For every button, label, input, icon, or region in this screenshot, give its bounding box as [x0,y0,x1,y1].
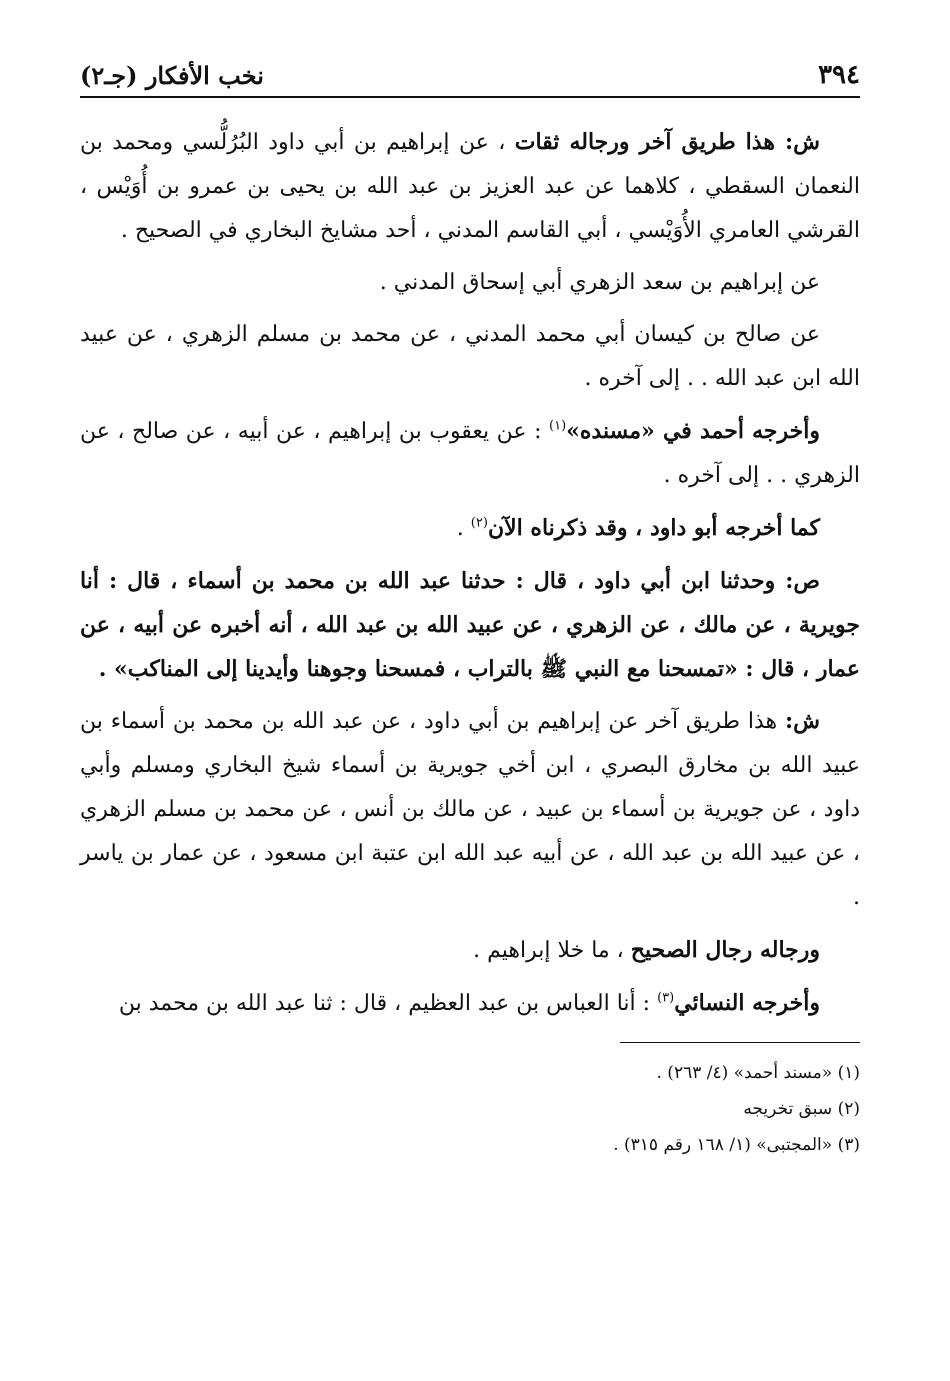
paragraph-bold-phrase: هذا طريق آخر ورجاله ثقات [514,129,786,155]
book-page [80,48,860,1348]
paragraph-lead: ورجاله رجال الصحيح [630,937,820,963]
footnote-divider [620,1042,860,1043]
paragraph-3 [80,313,860,401]
paragraph-9 [80,981,860,1026]
paragraph-lead: كما أخرجه أبو داود ، وقد ذكرناه الآن [487,515,820,541]
paragraph-text: عن إبراهيم بن سعد الزهري أبي إسحاق المدني . [379,270,820,295]
footnote-ref: (٣) [657,990,675,1006]
paragraph-lead: وأخرجه أحمد في «مسنده» [566,418,820,444]
paragraph-text: : أنا العباس بن عبد العظيم ، قال : ثنا عبد الله بن محمد بن [118,991,651,1016]
paragraph-text: هذا طريق آخر عن إبراهيم بن أبي داود ، عن عبد الله بن محمد بن أسماء بن عبيد الله بن مخارق البصري ، ابن أخي جويرية بن أسماء شيخ البخاري ومسلم وأبي داود ، عن جويرية بن أسماء بن عبيد ، عن مالك بن أنس ، عن محمد بن مسلم الزهري ، عن عبيد الله بن عبد الله ، عن أبيه عبد الله ابن عتبة ابن مسعود ، عن عمار بن ياسر . [80,709,860,910]
footnote-2: (٢) سبق تخريجه [743,1099,860,1119]
paragraph-text: ، عن إبراهيم بن أبي داود البُرُلُّسي ومحمد بن النعمان السقطي ، كلاهما عن عبد العزيز بن عبد الله بن يحيى بن عمرو بن أُوَيْس ، القرشي العامري الأُوَيْسي ، أبي القاسم المدني ، أحد مشايخ البخاري في الصحيح . [80,130,860,243]
paragraph-5 [80,506,860,551]
paragraph-text: ، ما خلا إبراهيم . [473,938,624,963]
paragraph-8 [80,928,860,973]
footnote-ref: (٢) [470,515,488,531]
paragraph-lead: ش: [785,129,820,155]
paragraph-text: وحدثنا ابن أبي داود ، قال : حدثنا عبد الله بن محمد بن أسماء ، قال : أنا جويرية ، عن مالك ، عن الزهري ، عن عبيد الله بن عبد الله ، أنه أخبره عن أبيه ، عن عمار ، قال : «تمسحنا مع النبي ﷺ بالتراب ، فمسحنا وجوهنا وأيدينا إلى المناكب» . [80,568,860,682]
footnote-3: (٣) «المجتبى» (١/ ١٦٨ رقم ٣١٥) . [613,1135,860,1155]
paragraph-text: : عن يعقوب بن إبراهيم ، عن أبيه ، عن صالح ، عن الزهري . . إلى آخره . [80,419,860,488]
page-number: ٣٩٤ [818,60,860,90]
paragraph-6 [80,559,860,691]
paragraph-text: . [456,516,464,541]
paragraph-lead: وأخرجه النسائي [674,990,820,1016]
paragraph-1 [80,120,860,253]
paragraph-4 [80,409,860,498]
footnote-ref: (١) [549,418,567,434]
paragraph-text: عن صالح بن كيسان أبي محمد المدني ، عن محمد بن مسلم الزهري ، عن عبيد الله ابن عبد الله . . إلى آخره . [80,322,860,391]
footnotes [80,1055,860,1163]
header-divider [80,96,860,98]
page-header [80,48,860,90]
main-text [80,120,860,1026]
paragraph-lead: ش: [785,708,820,734]
footnote-1: (١) «مسند أحمد» (٤/ ٢٦٣) . [656,1063,860,1083]
paragraph-lead: ص: [785,568,820,594]
paragraph-2 [80,261,860,305]
paragraph-7 [80,699,860,920]
book-title: نخب الأفكار (جـ٢) [80,61,264,90]
